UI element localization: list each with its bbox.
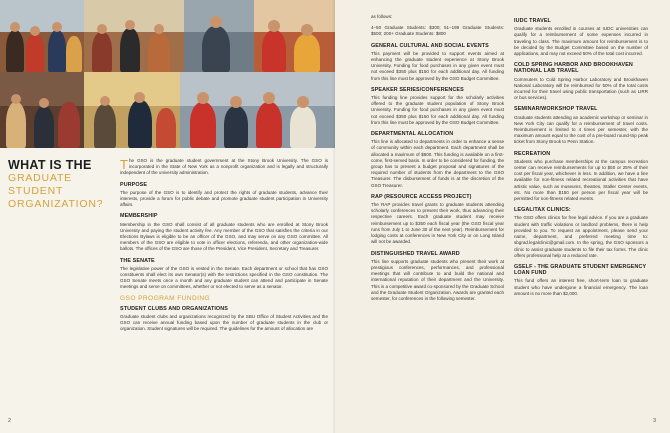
section-text-purpose: The purpose of the GSO is to identify and protect the rights of graduate students, advance their interests, provide a forum for public debate and promote graduate student participation in University affairs. (120, 189, 328, 208)
headline-line-4: ORGANIZATION? (8, 198, 104, 210)
section-heading-clubs: STUDENT CLUBS AND ORGANIZATIONS (120, 305, 228, 312)
section-heading-cultural-events: GENERAL CULTURAL AND SOCIAL EVENTS (371, 42, 489, 49)
right-text-column-1 (371, 14, 504, 307)
section-text-rap: The RAP provides travel grants to graduate students attending scholarly conferences to present their work, thus advancing their respective careers. Each graduate student may receive reimbursement up to $350 each fiscal year (the GSO fiscal year runs from July 1 to June 30 of the next year). Reimbursement for lodging costs at conferences in New York City or on Long Island will not be awarded. (371, 202, 504, 245)
intro-text: he GSO is the graduate student government at the Stony Brook University. The GSO is incorporated in the State of New York as a nonprofit organization and is legally and structurally independent of the university administration. (120, 158, 328, 176)
section-heading-departmental: DEPARTMENTAL ALLOCATION (371, 131, 454, 138)
left-text-column (120, 158, 328, 338)
section-text-speaker-series: This funding line provides support for the scholarly activities offered to the graduate student population of Stony Brook University. Funding for food purchases in any given event must not exceed $350 plus $150 for each additional day. All funding from this line must be approved by the GSO Budget Committee. (371, 95, 504, 125)
photo-speaker (184, 0, 254, 72)
section-text-cultural-events: This payment will be provided to support events aimed at enhancing the graduate student experience at Stony Brook University. Funding for food purchases in any given event must not exceed $350 plus $150 for each additional day. All funding from this line must be approved by the GSO Budget Committee. (371, 50, 504, 81)
list-item: 4–50 Graduate Students: $300; 51–199 Graduate Students: $500; 200+ Graduate Students: $800 (371, 25, 504, 37)
drop-cap: T (120, 157, 128, 172)
section-heading-recreation: RECREATION (514, 150, 551, 157)
program-funding-title: GSO PROGRAM FUNDING (120, 294, 211, 302)
section-heading-gself: GSELF - THE GRADUATE STUDENT EMERGENCY LOAN FUND (514, 263, 647, 277)
section-text-departmental: This line is allocated to departments in order to enhance a sense of community within each department. Each department shall be allocated a maximum of $800. This funding is available on a first-come, first-served basis. In order to be considered for funding, the group has to present a budget proposal and signatures of the required number of students from the department to the GSO Treasurer. The disbursement of funds is at the discretion of the GSO Treasurer. (371, 139, 504, 188)
section-text-seminar: Graduate students attending an academic workshop or seminar in New York City can qualify for a reimbursement of travel costs. Reimbursement is limited to 4 times per semester, with the maximum amount equal to the cost of a pre-board round-trip peak ticket from Stony Brook to Penn Station. (514, 114, 648, 145)
section-heading-travel-award: DISTINGUISHED TRAVEL AWARD (371, 250, 460, 257)
section-text-legal: The GSO offers clinics for free legal advice. If you are a graduate student with traffic violations or landlord problems, there is help provided to you. To request an appointment, please send your name, department, and preferred meeting time to: sbgrad.legalclinic@gmail.com. In the spring, the GSO sponsors a clinic to assist graduate students to file their tax forms. The clinic offers professional help at a reduced rate. (514, 215, 648, 258)
section-text-membership: Membership in the GSO shall consist of all graduate students who are enrolled at Stony Brook University and paying the student activity fee. Any member of the GSO that satisfies the criteria in our Elections Bylaws is eligible to be an officer of the GSO, and may serve on any GSO committee. All members of the GSO are eligible to vote in officer elections, referenda, and other organization-wide ballots. The offices of the GSO are those of the President, Vice President, Secretary and Treasurer. (120, 221, 328, 252)
section-text-recreation: Students who purchase memberships at the campus recreation center can receive reimbursements for up to $50 or 25% of their cost per fiscal year, whichever is less. In addition, we have a line available for non-fitness related recreational activities that have artistic value, such as museums, theatres, Staller Center events, etc. No more than $150 per person per fiscal year will be permitted for non-fitness related events. (514, 158, 648, 202)
section-heading-senate: THE SENATE (120, 257, 155, 264)
section-heading-cold-spring: COLD SPRING HARBOR AND BROOKHAVEN NATIONAL LAB TRAVEL (514, 62, 633, 75)
section-text-clubs: Graduate student clubs and organizations recognized by the SBU Office of Student Activities and the GSO can receive annual funding based upon the number of graduate students in the club or organization. Student signatures will be required. The guidelines for the amount of allocation are (120, 314, 328, 332)
intro-paragraph (120, 158, 328, 177)
section-heading-membership: MEMBERSHIP (120, 213, 158, 220)
headline-line-1: WHAT IS THE (8, 158, 92, 172)
headline-line-3: STUDENT (8, 185, 64, 197)
photo-team-red (180, 72, 335, 148)
section-heading-iudc: IUDC TRAVEL (514, 18, 551, 24)
photo-students-group (0, 0, 84, 72)
page-headline (8, 158, 116, 211)
photo-yellow-hall (84, 72, 180, 148)
section-text-iudc: Graduate students enrolled in courses at IUDC universities can qualify for a reimbursement of some expenses incurred in traveling to class. The maximum amount for reimbursement is to be decided by the Budget Committee based on the number of applications, and may not exceed 50% of the total cost incurred. (514, 26, 648, 57)
photo-campus-crowd (84, 0, 184, 72)
section-text-cold-spring: Commuters to Cold Spring Harbor Laboratory and Brookhaven National Laboratory will be reimbursed for 50% of the total costs incurred for their travel using public transportation (such as LIRR or bus services). (514, 76, 648, 101)
section-heading-legal: LEGAL/TAX CLINICS: (514, 207, 571, 214)
section-heading-rap: RAP (RESOURCE ACCESS PROJECT) (371, 193, 472, 200)
page-number-left: 2 (8, 418, 12, 424)
photo-red-shirts (254, 0, 335, 72)
list-item: as follows: (371, 14, 393, 19)
section-text-travel-award: This line supports graduate students who present their work at prestigious conferences, performances, and professional meetings that will contribute to and build the national and international reputation of their department and the University. This is a competitive award co-sponsored by the Graduate School and the Graduate Student Organization. Awards are granted each semester, for conferences in the following semester. (371, 258, 504, 301)
photo-collage (0, 0, 335, 148)
section-text-senate: The legislative power of the GSO is vested in the Senate. Each department or school that has GSO constituents shall elect its own Senator(s) with the restrictions specified in the GSO constitution. The GSO Senate meets once a month and any graduate student can attend and participate in Senate meetings and serve on committees, whether or not elected to serve as a senator. (120, 265, 328, 290)
photo-event-dinner (0, 72, 84, 148)
section-heading-speaker-series: SPEAKER SERIES/CONFERENCES (371, 86, 464, 93)
section-text-gself: This fund offers an interest free, short-term loan to graduate student who have undergone a financial emergency. The loan amount is no more than $2,000. (514, 278, 648, 296)
section-heading-seminar: SEMINAR/WORKSHOP TRAVEL (514, 106, 598, 113)
page-number-right: 3 (653, 418, 657, 424)
right-text-column-2 (514, 14, 648, 302)
headline-line-2: GRADUATE (8, 172, 72, 184)
section-heading-purpose: PURPOSE (120, 181, 148, 188)
